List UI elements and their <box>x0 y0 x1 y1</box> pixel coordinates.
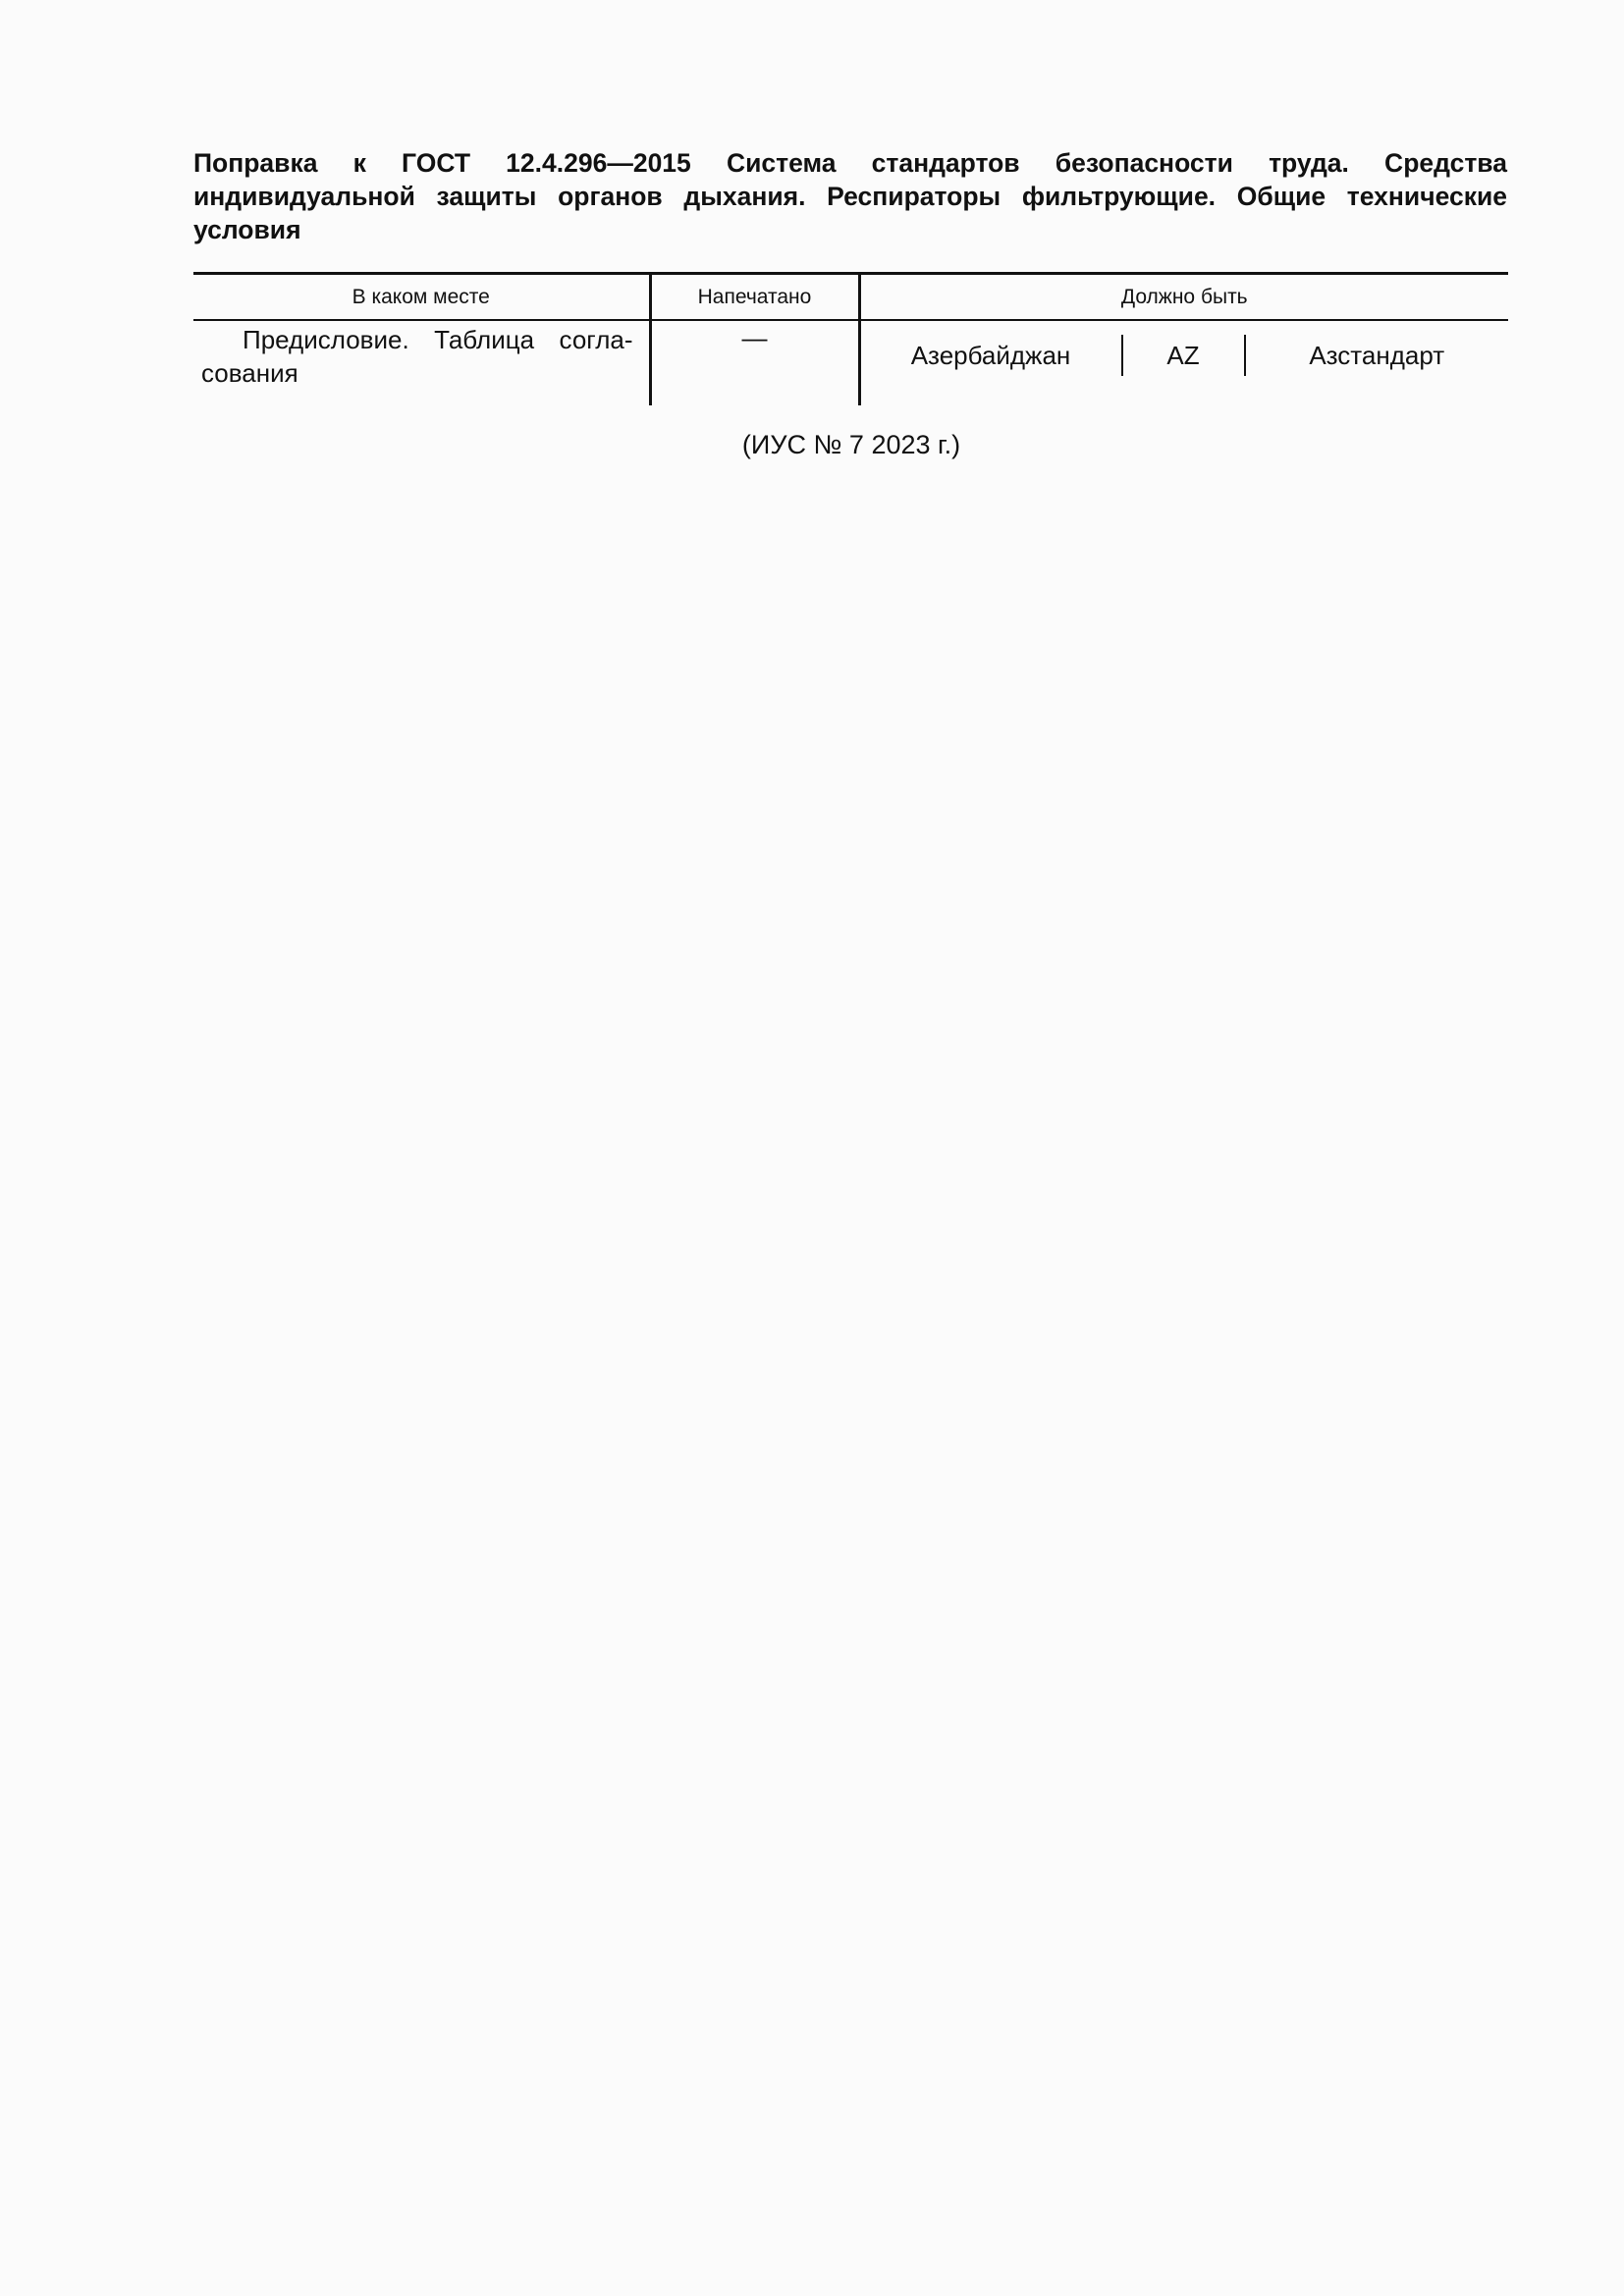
cell-place: Предисловие. Таблица согла-сования <box>193 320 650 405</box>
header-printed: Напечатано <box>650 274 859 321</box>
should-be-code: AZ <box>1123 335 1246 376</box>
should-be-country: Азербайджан <box>861 335 1123 376</box>
cell-should-be <box>859 320 1508 405</box>
should-be-group <box>861 321 1509 376</box>
page-title: Поправка к ГОСТ 12.4.296—2015 Система стандартов безопасности труда. Средства индивидуальной защиты органов дыхания. Респираторы фильтрующие. Общие технические условия <box>193 148 1507 244</box>
header-should-be: Должно быть <box>859 274 1508 321</box>
should-be-organization: Азстандарт <box>1309 341 1445 370</box>
correction-table <box>193 272 1508 405</box>
table-header-row <box>193 274 1508 321</box>
issue-reference: (ИУС № 7 2023 г.) <box>741 430 961 459</box>
table-row <box>193 320 1508 405</box>
cell-printed: — <box>650 320 859 405</box>
header-place: В каком месте <box>193 274 650 321</box>
